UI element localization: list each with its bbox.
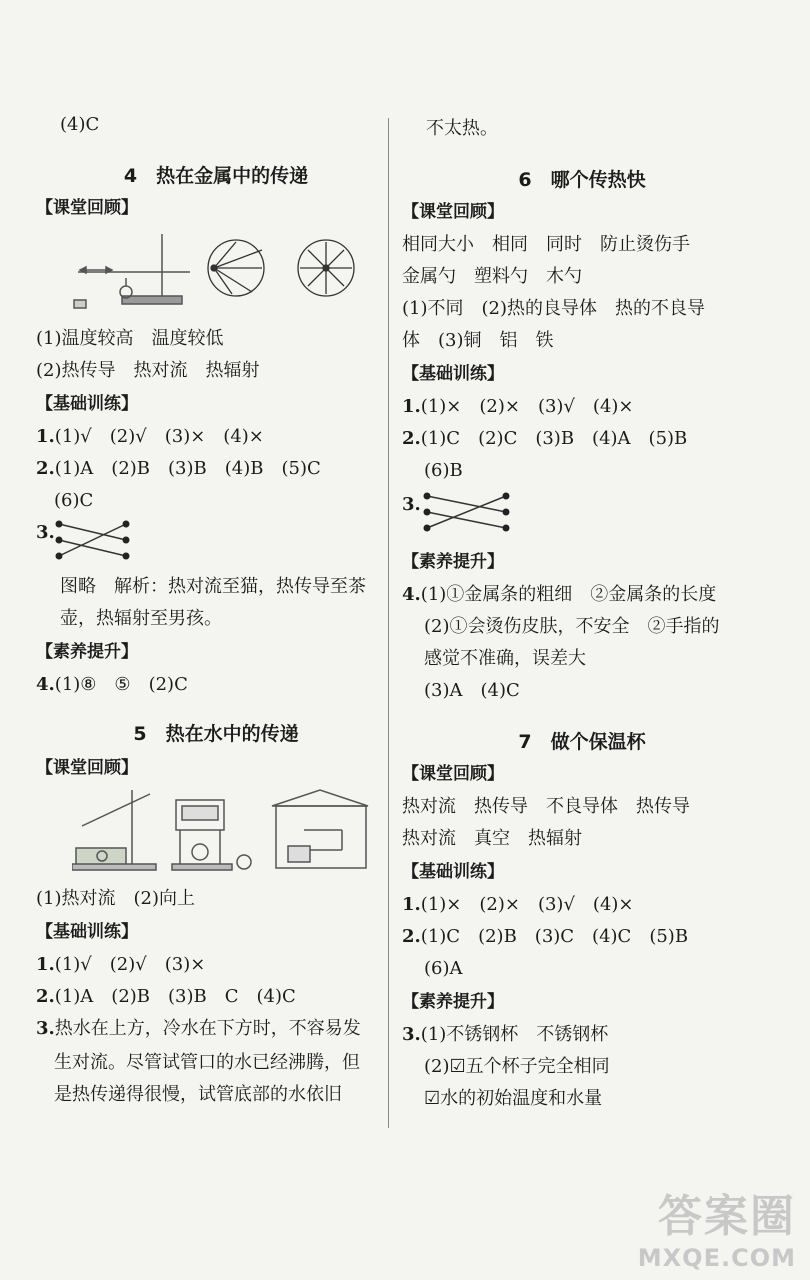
section-title: 7 做个保温杯	[518, 731, 646, 753]
answer-text: (1)不锈钢杯 不锈钢杯	[420, 1024, 609, 1045]
answer-line	[402, 582, 716, 608]
answer-text: (1)C (2)C (3)B (4)A (5)B	[420, 428, 688, 449]
answer-line: 感觉不准确，误差大	[424, 648, 586, 669]
question-number: 2.	[402, 428, 421, 449]
answer-line	[402, 924, 688, 950]
question-number: 1.	[402, 396, 421, 417]
answer-line: ☑水的初始温度和水量	[424, 1088, 603, 1109]
answer-line: 图略 解析：热对流至猫，热传导至茶	[60, 576, 366, 597]
section-header: 【基础训练】	[36, 922, 138, 942]
beaker-figure	[172, 800, 251, 870]
answer-line	[36, 952, 205, 978]
matching-lines-diagram	[54, 518, 134, 562]
question-number: 4.	[36, 674, 55, 695]
answer-text: (1)√ (2)√ (3)×	[54, 954, 206, 975]
answer-line	[402, 892, 634, 918]
answer-line: 热对流 热传导 不良导体 热传导	[402, 796, 690, 817]
answer-line: (6)C	[54, 490, 94, 511]
answer-line: (6)B	[424, 460, 463, 481]
answer-text: (1)A (2)B (3)B (4)B (5)C	[54, 458, 321, 479]
answer-line: 不太热。	[426, 118, 498, 139]
question-number: 1.	[402, 894, 421, 915]
answer-line	[402, 394, 634, 420]
answer-text: (1)C (2)B (3)C (4)C (5)B	[420, 926, 689, 947]
answer-line	[36, 1016, 361, 1042]
answer-line: 相同大小 相同 同时 防止烫伤手	[402, 234, 690, 255]
radial-diagram-b	[298, 240, 354, 296]
answer-line	[36, 672, 188, 698]
answer-line: (2)①会烫伤皮肤，不安全 ②手指的	[424, 616, 720, 637]
section-header: 【基础训练】	[402, 364, 504, 384]
answer-line: (1)不同 (2)热的良导体 热的不良导	[402, 298, 705, 319]
answer-line	[36, 456, 321, 482]
question-number: 1.	[36, 426, 55, 447]
answer-line: (2)☑五个杯子完全相同	[424, 1056, 610, 1077]
section-header: 【基础训练】	[36, 394, 138, 414]
answer-line: (4)C	[60, 114, 100, 135]
question-number: 4.	[402, 584, 421, 605]
watermark-url: MXQE.COM	[637, 1244, 796, 1272]
question-number: 2.	[402, 926, 421, 947]
answer-line	[402, 426, 687, 452]
question-number: 3.	[36, 1018, 55, 1039]
section-header: 【素养提升】	[402, 992, 504, 1012]
answer-line: (1)温度较高 温度较低	[36, 328, 224, 349]
column-divider	[388, 118, 389, 1128]
apparatus-figure	[74, 234, 190, 308]
answer-text: (1)√ (2)√ (3)× (4)×	[54, 426, 264, 447]
section-header: 【课堂回顾】	[402, 202, 504, 222]
answer-line	[36, 424, 264, 450]
answer-text: 热水在上方，冷水在下方时，不容易发	[54, 1018, 361, 1039]
answer-text: (1)①金属条的粗细 ②金属条的长度	[420, 584, 717, 605]
section-header: 【基础训练】	[402, 862, 504, 882]
test-tube-figure	[72, 790, 156, 870]
answer-line: 热对流 真空 热辐射	[402, 828, 582, 849]
section-title: 5 热在水中的传递	[133, 723, 299, 745]
question-number: 1.	[36, 954, 55, 975]
question-number: 2.	[36, 458, 55, 479]
answer-line: 体 (3)铜 铝 铁	[402, 330, 554, 351]
answer-line: (1)热对流 (2)向上	[36, 888, 195, 909]
question-number: 3.	[36, 522, 55, 543]
question-number: 3.	[402, 1024, 421, 1045]
water-heat-illustration	[72, 786, 372, 872]
metal-heat-illustration	[72, 228, 368, 314]
answer-line: (3)A (4)C	[424, 680, 520, 701]
section-title: 6 哪个传热快	[518, 169, 646, 191]
answer-text: (1)× (2)× (3)√ (4)×	[420, 894, 634, 915]
section-header: 【课堂回顾】	[36, 758, 138, 778]
radial-diagram-a	[208, 240, 264, 296]
section-header: 【课堂回顾】	[402, 764, 504, 784]
section-header: 【素养提升】	[36, 642, 138, 662]
answer-line: 生对流。尽管试管口的水已经沸腾，但	[54, 1052, 360, 1073]
watermark	[638, 1180, 796, 1272]
section-header: 【课堂回顾】	[36, 198, 138, 218]
answer-line: 壶，热辐射至男孩。	[60, 608, 222, 629]
answer-line: 金属勺 塑料勺 木勺	[402, 266, 582, 287]
section-header: 【素养提升】	[402, 552, 504, 572]
watermark-logo-text: 答案圈	[658, 1191, 796, 1242]
answer-line: 是热传递得很慢，试管底部的水依旧	[54, 1084, 342, 1105]
section-title: 4 热在金属中的传递	[123, 165, 309, 187]
room-figure	[272, 790, 368, 868]
answer-line	[36, 984, 296, 1010]
matching-lines-diagram	[422, 490, 512, 534]
answer-line	[402, 1022, 608, 1048]
answer-text: (1)⑧ ⑤ (2)C	[54, 674, 188, 695]
question-number: 3.	[402, 494, 421, 515]
question-number: 2.	[36, 986, 55, 1007]
answer-text: (1)A (2)B (3)B C (4)C	[54, 986, 296, 1007]
answer-line: (2)热传导 热对流 热辐射	[36, 360, 260, 381]
answer-text: (1)× (2)× (3)√ (4)×	[420, 396, 634, 417]
answer-line: (6)A	[424, 958, 463, 979]
